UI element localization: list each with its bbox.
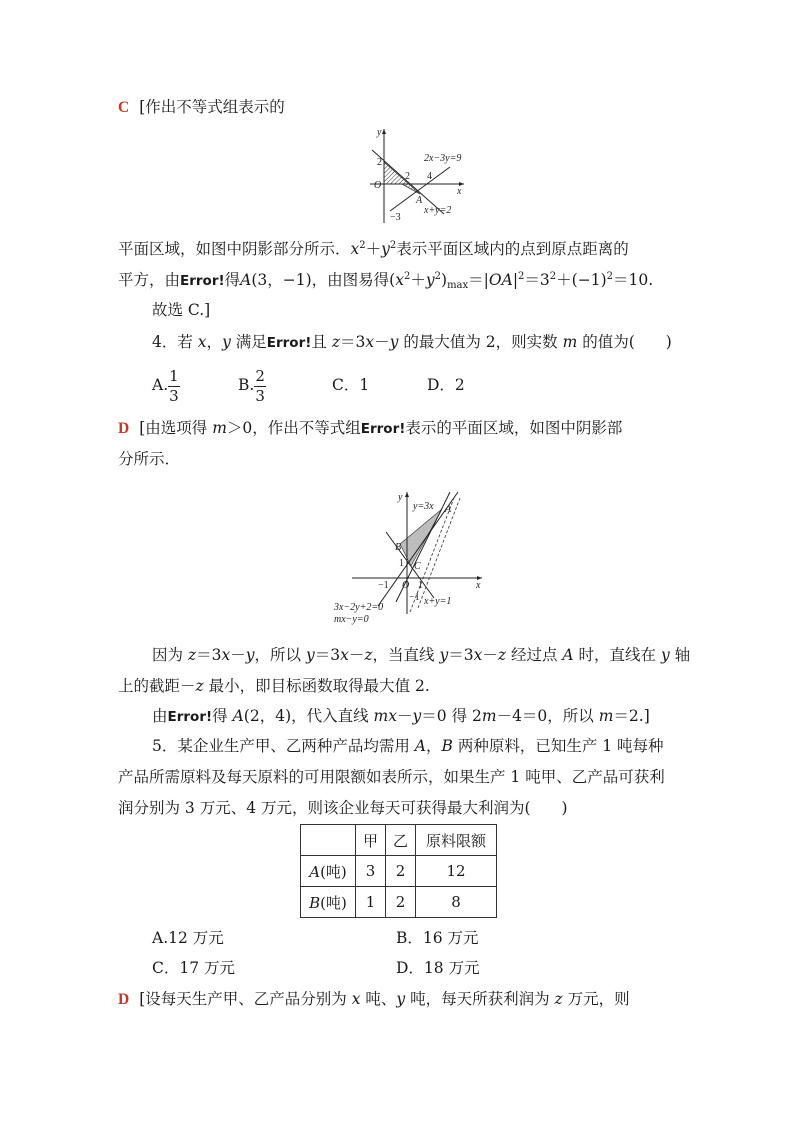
table-cell: 2 (386, 856, 416, 887)
text: 最小，即目标函数取得最大值 2. (203, 677, 430, 695)
text: 平面区域，如图中阴影部分所示． (118, 240, 351, 258)
paragraph-line (118, 270, 653, 291)
text: (吨) (320, 893, 347, 912)
materials-table (300, 824, 497, 918)
header-cell (301, 825, 356, 856)
text: (吨) (320, 862, 347, 881)
var: m (598, 707, 614, 725)
text: 的最大值为 2，则实数 (398, 333, 563, 351)
point-a: A (445, 504, 452, 515)
sup: 2 (359, 240, 366, 251)
shaded-region (384, 162, 420, 194)
tick-ym3: −3 (390, 212, 401, 223)
text: 两种原料，已知生产 1 吨每种 (452, 737, 664, 755)
numerator: 2 (255, 366, 265, 385)
text: － (374, 333, 390, 351)
var: x (340, 646, 349, 664)
text: 由 (152, 707, 168, 725)
sup: 2 (606, 271, 613, 282)
text: 且 (311, 333, 332, 351)
option-label: B. (238, 376, 255, 394)
text: ＝| (468, 271, 489, 289)
var: y (222, 333, 231, 351)
option-label: A. (152, 376, 169, 394)
answer-letter: D (118, 420, 130, 437)
y-arrow (382, 129, 386, 134)
text: － (348, 646, 365, 664)
var: z (554, 990, 563, 1008)
paragraph-line: 润分别为 3 万元、4 万元，则该企业每天可获得最大利润为( ) (118, 799, 568, 817)
text: ) (441, 271, 448, 289)
var: m (562, 333, 578, 351)
tick-ym1: −1 (409, 592, 420, 603)
text: [作出不等式组表示的 (139, 98, 285, 116)
paragraph-line (118, 239, 629, 259)
text: 吨，每天所获利润为 (405, 990, 555, 1008)
var: x (365, 333, 375, 351)
label-mx-y-0: mx−y=0 (334, 614, 369, 625)
var: y (660, 646, 670, 664)
var: x (197, 333, 207, 351)
var: x (351, 990, 361, 1008)
option-a[interactable]: A.12 万元 (152, 929, 224, 947)
x-label: x (476, 580, 481, 591)
text: ＝3 (340, 333, 366, 351)
option-d[interactable]: D．18 万元 (396, 959, 480, 977)
label-x-plus-y-2: x+y=2 (424, 205, 452, 216)
row-label (301, 856, 356, 887)
sup: 2 (389, 240, 397, 251)
text: 上的截距－ (118, 677, 196, 695)
text: 轴 (669, 646, 691, 664)
fraction (168, 367, 180, 406)
y-label: y (398, 492, 403, 503)
text: ＋ (410, 271, 426, 289)
var: y (245, 646, 255, 664)
text: (3，−1)，由图易得( (251, 271, 396, 289)
point-a: A (416, 195, 423, 206)
text: ＝2.] (613, 707, 650, 725)
var: y (305, 646, 315, 664)
text: ＞0，作出不等式组 (226, 419, 361, 437)
option-b[interactable]: B．16 万元 (396, 929, 479, 947)
error-field: Error! (180, 273, 225, 289)
text: ＋ (365, 240, 382, 258)
option-a[interactable] (152, 366, 180, 406)
text: ， (426, 737, 442, 755)
shaded-region (400, 509, 442, 566)
question-5 (152, 736, 664, 756)
paragraph-line (118, 418, 622, 439)
text: － (482, 646, 498, 664)
text: － (397, 707, 413, 725)
text: ，当直线 (372, 646, 440, 664)
paragraph-line: 分所示． (118, 450, 181, 468)
text: 的值为( ) (577, 333, 672, 351)
var: z (497, 646, 507, 664)
paragraph-line (118, 676, 430, 696)
var: x (350, 240, 360, 258)
tick-y2: 2 (377, 157, 382, 168)
text: ，所以 (254, 646, 306, 664)
text: [由选项得 (139, 419, 213, 437)
tick-x1: 1 (418, 580, 423, 591)
text: 经过点 (506, 646, 563, 664)
origin-label: O (374, 180, 382, 191)
row-label (301, 887, 356, 918)
text: ＝3 (314, 646, 341, 664)
table-cell: 2 (386, 887, 416, 918)
figure-1-feasible-region (360, 125, 480, 225)
header-cell: 原料限额 (416, 825, 497, 856)
var: A (562, 646, 574, 664)
var: x (473, 646, 483, 664)
var: A (240, 271, 252, 289)
origin-label: O (402, 580, 410, 591)
sub: max (447, 280, 469, 291)
figure-2-feasible-region (330, 484, 488, 634)
table-cell: 1 (356, 887, 386, 918)
sup: 2 (403, 271, 411, 282)
tick-x4: 4 (427, 171, 432, 182)
text: ， (206, 333, 223, 351)
text: ＝0 得 2 (421, 707, 482, 725)
var: mx (373, 707, 397, 725)
text: | (512, 271, 519, 289)
text: 满足 (230, 333, 267, 351)
option-b[interactable] (238, 366, 266, 406)
tick-y1: 1 (399, 558, 404, 569)
answer-letter: D (118, 991, 130, 1008)
label-y-3x: y=3x (413, 501, 434, 512)
tick-xm1: −1 (378, 580, 389, 591)
text: ＝3 (448, 646, 474, 664)
var: y (389, 333, 399, 351)
option-c[interactable]: C．17 万元 (152, 959, 236, 977)
var: z (195, 677, 204, 695)
text: 时，直线在 (573, 646, 661, 664)
var: m (212, 419, 227, 437)
paragraph-line (152, 706, 650, 727)
text: ＝3 (196, 646, 222, 664)
text: (2，4)，代入直线 (243, 707, 374, 725)
option-c[interactable]: C．1 (332, 376, 370, 394)
error-field: Error! (360, 421, 406, 437)
var: y (381, 240, 390, 258)
var: OA (488, 271, 513, 289)
question-4 (152, 332, 672, 353)
var: m (481, 707, 497, 725)
error-field: Error! (266, 335, 312, 351)
text: 表示平面区域内的点到原点距离的 (396, 240, 629, 258)
point-c: C (414, 561, 421, 572)
text: 4．若 (152, 333, 198, 351)
fraction (254, 367, 266, 406)
var: y (412, 707, 422, 725)
var: z (364, 646, 373, 664)
x-label: x (457, 186, 462, 197)
text: － (230, 646, 246, 664)
y-label: y (377, 127, 382, 138)
tick-x2: 2 (405, 171, 410, 182)
answer-c-line (118, 97, 285, 118)
header-cell: 甲 (356, 825, 386, 856)
text: 表示的平面区域，如图中阴影部 (405, 419, 623, 437)
text: [设每天生产甲、乙产品分别为 (139, 990, 352, 1008)
table-header-row (301, 825, 497, 856)
text: 得 (224, 271, 241, 289)
text: 吨、 (360, 990, 397, 1008)
denominator: 3 (169, 386, 179, 405)
paragraph-line: 产品所需原料及每天原料的可用限额如表所示，如果生产 1 吨甲、乙产品可获利 (118, 768, 665, 786)
denominator: 3 (255, 386, 265, 405)
label-3x-2y-2: 3x−2y+2=0 (334, 602, 384, 613)
var: A (232, 707, 244, 725)
var: z (331, 333, 341, 351)
var: z (187, 646, 197, 664)
text: ＝3 (524, 271, 550, 289)
var: B (309, 893, 321, 912)
option-d[interactable]: D．2 (427, 376, 465, 394)
sup: 2 (518, 271, 525, 282)
numerator: 1 (169, 366, 179, 385)
text: ＝10. (613, 271, 654, 289)
sup: 2 (549, 271, 557, 282)
y-arrow (405, 492, 409, 497)
table-cell: 12 (416, 856, 497, 887)
paragraph-line (152, 645, 690, 665)
label-2x-3y-9: 2x−3y=9 (424, 153, 462, 164)
var: A (309, 862, 321, 881)
error-field: Error! (167, 709, 213, 725)
sup: 2 (434, 271, 442, 282)
text: 平方，由 (118, 271, 181, 289)
var: x (221, 646, 231, 664)
var: y (425, 271, 435, 289)
var: x (395, 271, 404, 289)
var: y (439, 646, 449, 664)
var: B (441, 737, 453, 755)
point-b: B (395, 542, 402, 553)
table-cell: 8 (416, 887, 497, 918)
table-row (301, 887, 497, 918)
var: A (414, 737, 426, 755)
text: ＋(−1) (556, 271, 607, 289)
label-x-y-1: x+y=1 (424, 596, 452, 607)
table-row (301, 856, 497, 887)
text: 因为 (152, 646, 188, 664)
paragraph-line: 故选 C.] (152, 301, 211, 319)
header-cell: 乙 (386, 825, 416, 856)
text: 得 (212, 707, 233, 725)
table-cell: 3 (356, 856, 386, 887)
text: 5．某企业生产甲、乙两种产品均需用 (152, 737, 415, 755)
text: －4＝0，所以 (496, 707, 599, 725)
answer-letter: C (118, 99, 130, 116)
paragraph-line (118, 989, 630, 1010)
var: y (396, 990, 406, 1008)
text: 万元，则 (562, 990, 630, 1008)
